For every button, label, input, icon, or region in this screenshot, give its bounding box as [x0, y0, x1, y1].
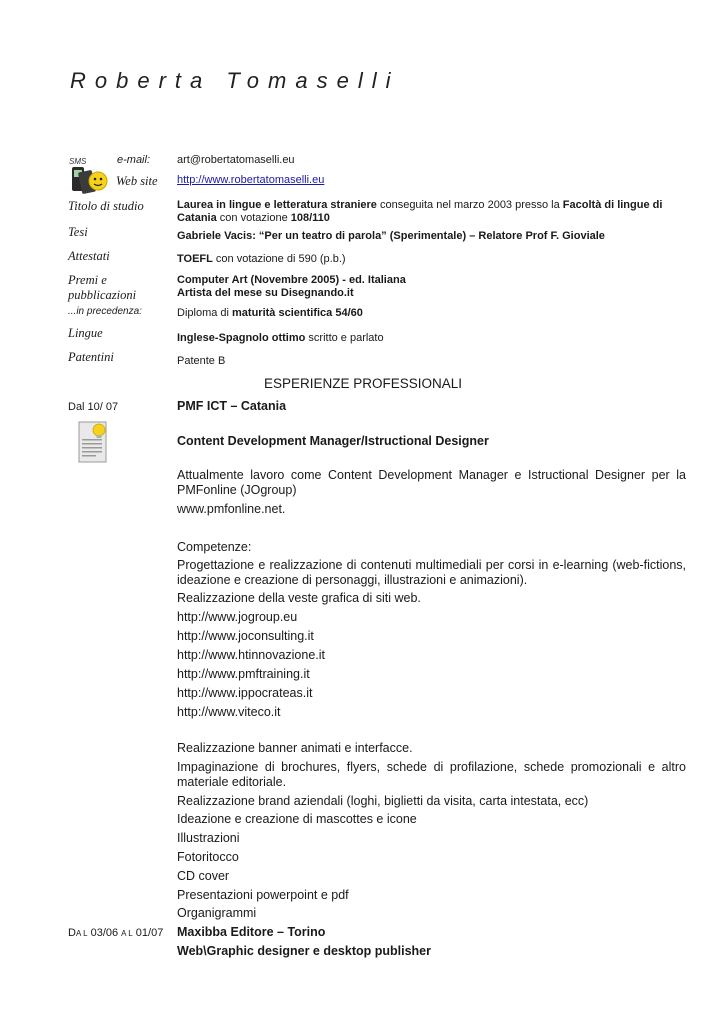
languages-detail: scritto e parlato [305, 332, 384, 344]
activity-item: CD cover [177, 869, 230, 883]
job2-company: Maxibba Editore – Torino [177, 925, 326, 939]
degree-vote: 108/110 [290, 212, 330, 224]
job2-period-part: D [68, 927, 76, 939]
sms-label: SMS [69, 157, 87, 166]
education-label: Titolo di studio [68, 199, 144, 213]
certificate-score: con votazione di 590 (p.b.) [212, 253, 346, 265]
job1-description: Attualmente lavoro come Content Development Manager e Istructional Designer per la PMFonline (JOgroup) [177, 468, 686, 497]
link-item[interactable]: http://www.ippocrateas.it [177, 686, 313, 700]
languages-level: Inglese-Spagnolo ottimo [177, 332, 306, 344]
degree-middle: conseguita nel marzo 2003 presso la [376, 199, 563, 211]
activity-item: Presentazioni powerpoint e pdf [177, 888, 349, 902]
skill-item: Progettazione e realizzazione di contenuti multimediali per corsi in e-learning (web-fictions, ideazione e creazione di personaggi, illustrazioni e animazioni). [177, 558, 686, 587]
sms-phone-icon [66, 155, 110, 197]
languages-label: Lingue [68, 326, 103, 340]
skills-title: Competenze: [177, 540, 252, 554]
previous-diploma-name: maturità scientifica 54/60 [232, 307, 363, 319]
activity-item: Illustrazioni [177, 831, 240, 845]
previous-label: ...in precedenza: [68, 306, 142, 317]
website-label: Web site [116, 174, 158, 188]
skill-item: Realizzazione della veste grafica di siti web. [177, 591, 421, 605]
thesis-text: Gabriele Vacis: “Per un teatro di parola” (Sperimentale) – Relatore Prof F. Gioviale [177, 230, 605, 242]
job1-website[interactable]: www.pmfonline.net. [177, 502, 286, 516]
award-2: Artista del mese su Disegnando.it [177, 287, 354, 299]
awards-label: Premi e pubblicazioni [68, 273, 137, 302]
thesis-label: Tesi [68, 225, 88, 239]
degree-faculty: Facoltà di lingue di Catania [177, 199, 663, 224]
job2-period-part: 03/06 [87, 927, 122, 939]
job1-company: PMF ICT – Catania [177, 399, 287, 413]
activity-item: Ideazione e creazione di mascottes e icone [177, 812, 417, 826]
section-title: ESPERIENZE PROFESSIONALI [264, 376, 463, 391]
job2-period-part: 01/07 [132, 927, 164, 939]
certificates-label: Attestati [68, 249, 110, 263]
job1-role: Content Development Manager/Istructional Designer [177, 434, 489, 448]
activity-item: Realizzazione brand aziendali (loghi, biglietti da visita, carta intestata, ecc) [177, 794, 589, 808]
licenses-label: Patentini [68, 350, 114, 364]
document-lightbulb-icon [76, 419, 110, 465]
previous-diploma [177, 307, 363, 320]
job2-role: Web\Graphic designer e desktop publisher [177, 944, 431, 958]
activity-item: Realizzazione banner animati e interfacce. [177, 741, 413, 755]
activity-item: Impaginazione di brochures, flyers, schede di profilazione, schede promozionali e altro materiale editoriale. [177, 760, 686, 789]
job2-period-part: A L [75, 929, 88, 938]
previous-diploma-prefix: Diploma di [177, 307, 233, 319]
link-item[interactable]: http://www.joconsulting.it [177, 629, 314, 643]
degree-name: Laurea in lingue e letteratura straniere [177, 199, 377, 211]
job2-period [68, 927, 163, 940]
page-title: Roberta Tomaselli [70, 68, 400, 93]
link-item[interactable]: http://www.htinnovazione.it [177, 648, 325, 662]
job2-period-part: A L [121, 929, 133, 938]
link-item[interactable]: http://www.pmftraining.it [177, 667, 310, 681]
certificate-text [177, 253, 346, 266]
activity-item: Organigrammi [177, 906, 257, 920]
email-label: e-mail: [117, 154, 151, 166]
email-value[interactable]: art@robertatomaselli.eu [177, 154, 295, 166]
website-link[interactable]: http://www.robertatomaselli.eu [177, 174, 325, 186]
degree-text [177, 199, 677, 225]
link-item[interactable]: http://www.jogroup.eu [177, 610, 298, 624]
activity-item: Fotoritocco [177, 850, 239, 864]
degree-vote-label: con votazione [216, 212, 291, 224]
license-text: Patente B [177, 355, 226, 367]
link-item[interactable]: http://www.viteco.it [177, 705, 281, 719]
award-1: Computer Art (Novembre 2005) - ed. Italiana [177, 274, 406, 286]
languages-text [177, 332, 384, 345]
certificate-name: TOEFL [177, 253, 213, 265]
job1-period: Dal 10/ 07 [68, 401, 119, 413]
